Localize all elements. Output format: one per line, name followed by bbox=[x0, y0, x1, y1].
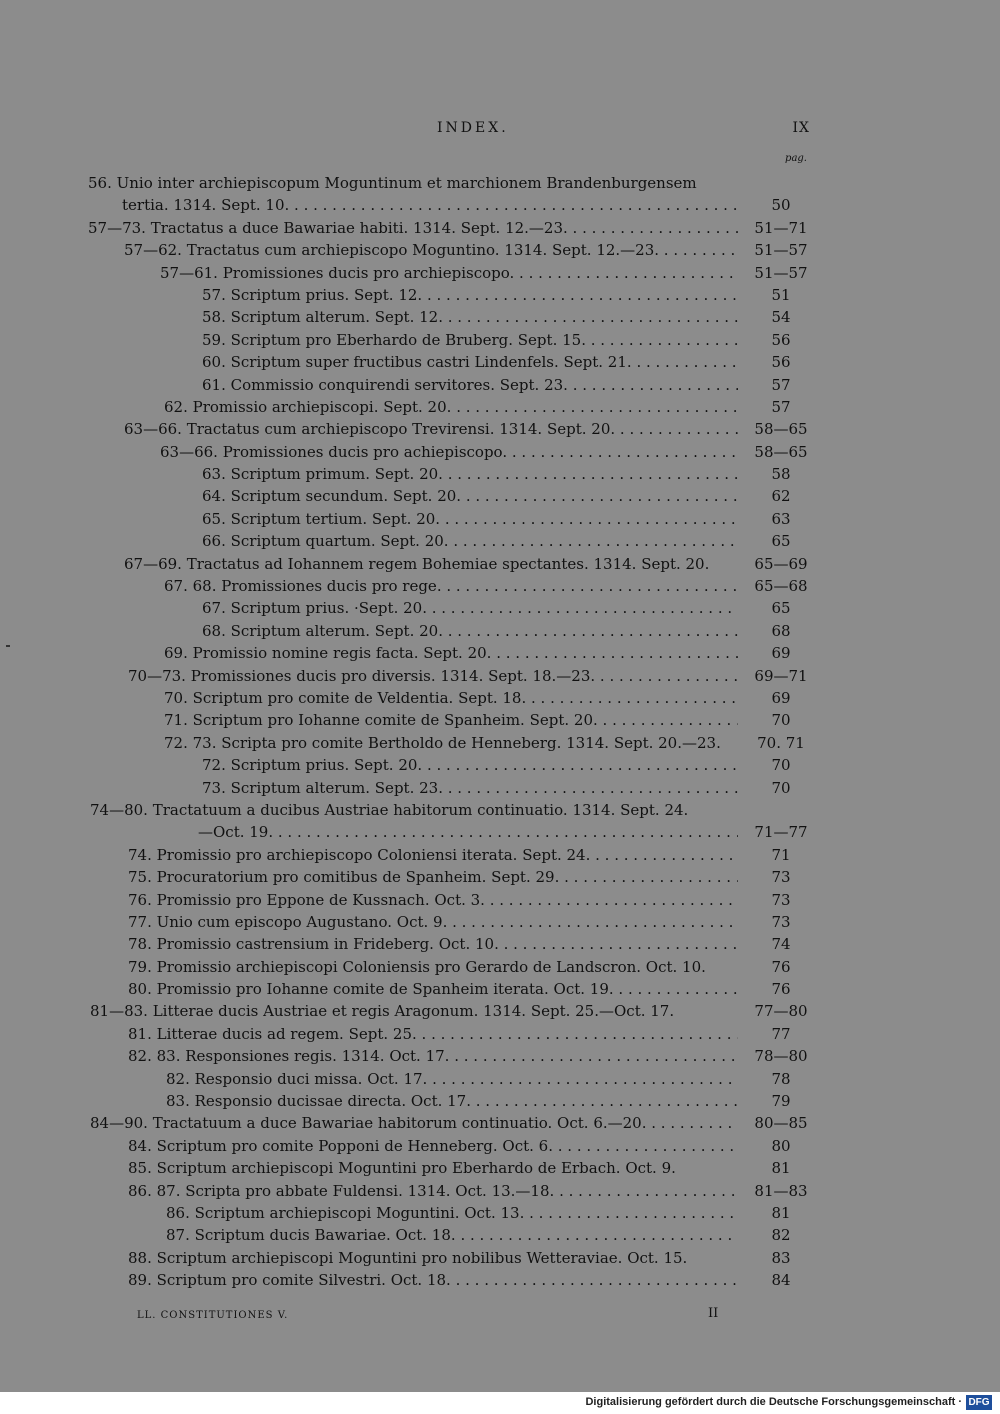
index-entry bbox=[0, 821, 1000, 843]
index-entry bbox=[0, 933, 1000, 955]
entry-text: 57—61. Promissiones ducis pro archiepiscopo. . . . bbox=[160, 262, 738, 284]
entry-text: 70. Scriptum pro comite de Veldentia. Sept. 18. . . . bbox=[164, 687, 738, 709]
page-header-numeral: IX bbox=[792, 120, 810, 136]
entry-text: 82. Responsio duci missa. Oct. 17. . . . bbox=[166, 1068, 738, 1090]
index-entry bbox=[0, 866, 1000, 888]
footer-signature: II bbox=[708, 1306, 719, 1321]
index-entry bbox=[0, 911, 1000, 933]
entry-page: 57 bbox=[771, 375, 791, 394]
entry-text: 57. Scriptum prius. Sept. 12. . . . bbox=[202, 284, 738, 306]
index-entry bbox=[0, 396, 1000, 418]
entry-text: 83. Responsio ducissae directa. Oct. 17. . . . bbox=[166, 1090, 738, 1112]
entry-text: 70—73. Promissiones ducis pro diversis. 1314. Sept. 18.—23. . . . bbox=[128, 665, 738, 687]
index-entry bbox=[0, 978, 1000, 1000]
entry-page: 73 bbox=[771, 868, 791, 887]
index-entry bbox=[0, 262, 1000, 284]
index-entry bbox=[0, 463, 1000, 485]
entry-text: 57—73. Tractatus a duce Bawariae habiti. 1314. Sept. 12.—23. . . . bbox=[88, 217, 738, 239]
entry-page: 70 bbox=[771, 756, 791, 775]
index-entry bbox=[0, 620, 1000, 642]
entry-text: 69. Promissio nomine regis facta. Sept. 20. . . . bbox=[164, 642, 738, 664]
entry-page: 58—65 bbox=[754, 442, 808, 461]
entry-page: 51—57 bbox=[754, 241, 808, 260]
entry-page: 68 bbox=[771, 621, 791, 640]
index-entry bbox=[0, 1045, 1000, 1067]
entry-text: 84. Scriptum pro comite Popponi de Henneberg. Oct. 6. . . . bbox=[128, 1135, 738, 1157]
index-entry bbox=[0, 1247, 1000, 1269]
index-entry bbox=[0, 239, 1000, 261]
index-entry bbox=[0, 1000, 1000, 1022]
index-entry bbox=[0, 1135, 1000, 1157]
index-entry bbox=[0, 351, 1000, 373]
dfg-credit-bar bbox=[0, 1392, 1000, 1414]
entry-page: 65—68 bbox=[754, 577, 808, 596]
index-entry bbox=[0, 956, 1000, 978]
index-entry bbox=[0, 1224, 1000, 1246]
entry-page: 78—80 bbox=[754, 1047, 808, 1066]
entry-page: 71 bbox=[771, 845, 791, 864]
footer-collection: LL. CONSTITUTIONES V. bbox=[137, 1310, 289, 1321]
entry-page: 77 bbox=[771, 1024, 791, 1043]
index-entry bbox=[0, 194, 1000, 216]
index-entry bbox=[0, 665, 1000, 687]
entry-text: 66. Scriptum quartum. Sept. 20. . . . bbox=[202, 530, 738, 552]
entry-page: 56 bbox=[771, 353, 791, 372]
index-entry bbox=[0, 1269, 1000, 1291]
index-entry bbox=[0, 1202, 1000, 1224]
page-header-title: INDEX. bbox=[437, 120, 509, 136]
entry-page: 81 bbox=[771, 1159, 791, 1178]
dfg-credit-text: Digitalisierung gefördert durch die Deutsche Forschungsgemeinschaft · bbox=[585, 1396, 962, 1408]
entry-page: 74 bbox=[771, 935, 791, 954]
entry-text: 71. Scriptum pro Iohanne comite de Spanheim. Sept. 20. . . . bbox=[164, 709, 738, 731]
entry-text: 67. 68. Promissiones ducis pro rege. . . . bbox=[164, 575, 738, 597]
index-entry bbox=[0, 485, 1000, 507]
entry-page: 51—71 bbox=[754, 218, 808, 237]
entry-page: 82 bbox=[771, 1226, 791, 1245]
entry-page: 76 bbox=[771, 980, 791, 999]
entry-page: 51 bbox=[771, 285, 791, 304]
entry-text: 63—66. Promissiones ducis pro achiepiscopo. . . . bbox=[160, 441, 738, 463]
entry-page: 58—65 bbox=[754, 420, 808, 439]
entry-text: 81. Litterae ducis ad regem. Sept. 25. . . . bbox=[128, 1023, 738, 1045]
index-entries bbox=[0, 172, 1000, 1292]
entry-page: 69—71 bbox=[754, 666, 808, 685]
index-entry bbox=[0, 642, 1000, 664]
index-entry bbox=[0, 374, 1000, 396]
index-entry bbox=[0, 306, 1000, 328]
dfg-logo-icon: DFG bbox=[966, 1395, 992, 1410]
entry-text: 57—62. Tractatus cum archiepiscopo Moguntino. 1314. Sept. 12.—23. . . . bbox=[124, 239, 738, 261]
entry-text: 78. Promissio castrensium in Frideberg. Oct. 10. . . . bbox=[128, 933, 738, 955]
entry-text: 61. Commissio conquirendi servitores. Sept. 23. . . . bbox=[202, 374, 738, 396]
entry-page: 70. 71 bbox=[757, 733, 805, 752]
entry-text: 67—69. Tractatus ad Iohannem regem Bohemiae spectantes. 1314. Sept. 20. bbox=[124, 554, 710, 573]
entry-text: 64. Scriptum secundum. Sept. 20. . . . bbox=[202, 485, 738, 507]
entry-page: 50 bbox=[771, 196, 791, 215]
entry-text: 62. Promissio archiepiscopi. Sept. 20. . . . bbox=[164, 396, 738, 418]
entry-text: 63. Scriptum primum. Sept. 20. . . . bbox=[202, 463, 738, 485]
entry-page: 62 bbox=[771, 487, 791, 506]
index-entry bbox=[0, 1112, 1000, 1134]
entry-text: 73. Scriptum alterum. Sept. 23. . . . bbox=[202, 777, 738, 799]
entry-page: 70 bbox=[771, 778, 791, 797]
entry-page: 73 bbox=[771, 890, 791, 909]
index-entry bbox=[0, 754, 1000, 776]
entry-page: 65 bbox=[771, 532, 791, 551]
entry-text: 74—80. Tractatuum a ducibus Austriae habitorum continuatio. 1314. Sept. 24. bbox=[90, 800, 689, 819]
entry-page: 81 bbox=[771, 1203, 791, 1222]
entry-page: 78 bbox=[771, 1069, 791, 1088]
entry-page: 83 bbox=[771, 1248, 791, 1267]
entry-page: 69 bbox=[771, 688, 791, 707]
index-entry bbox=[0, 284, 1000, 306]
entry-page: 80—85 bbox=[754, 1114, 808, 1133]
index-entry bbox=[0, 597, 1000, 619]
entry-page: 65—69 bbox=[754, 554, 808, 573]
index-entry bbox=[0, 172, 1000, 194]
entry-text: 65. Scriptum tertium. Sept. 20. . . . bbox=[202, 508, 738, 530]
entry-page: 54 bbox=[771, 308, 791, 327]
index-entry bbox=[0, 1090, 1000, 1112]
entry-text: 86. 87. Scripta pro abbate Fuldensi. 1314. Oct. 13.—18. . . . bbox=[128, 1180, 738, 1202]
entry-text: 60. Scriptum super fructibus castri Lindenfels. Sept. 21. . . . bbox=[202, 351, 738, 373]
entry-text: 58. Scriptum alterum. Sept. 12. . . . bbox=[202, 306, 738, 328]
index-entry bbox=[0, 418, 1000, 440]
index-entry bbox=[0, 553, 1000, 575]
entry-text: —Oct. 19. . . . bbox=[198, 821, 738, 843]
entry-text: 75. Procuratorium pro comitibus de Spanheim. Sept. 29. . . . bbox=[128, 866, 738, 888]
entry-page: 81—83 bbox=[754, 1181, 808, 1200]
index-entry bbox=[0, 1157, 1000, 1179]
entry-text: 76. Promissio pro Eppone de Kussnach. Oct. 3. . . . bbox=[128, 889, 738, 911]
entry-page: 65 bbox=[771, 599, 791, 618]
entry-text: 88. Scriptum archiepiscopi Moguntini pro nobilibus Wetteraviae. Oct. 15. bbox=[128, 1248, 688, 1267]
index-entry bbox=[0, 844, 1000, 866]
index-entry bbox=[0, 732, 1000, 754]
index-entry bbox=[0, 1068, 1000, 1090]
entry-text: 72. Scriptum prius. Sept. 20. . . . bbox=[202, 754, 738, 776]
entry-text: 80. Promissio pro Iohanne comite de Spanheim iterata. Oct. 19. . . . bbox=[128, 978, 738, 1000]
entry-page: 51—57 bbox=[754, 263, 808, 282]
entry-text: 85. Scriptum archiepiscopi Moguntini pro Eberhardo de Erbach. Oct. 9. bbox=[128, 1159, 676, 1178]
entry-text: 68. Scriptum alterum. Sept. 20. . . . bbox=[202, 620, 738, 642]
entry-text: 84—90. Tractatuum a duce Bawariae habitorum continuatio. Oct. 6.—20. . . . bbox=[90, 1112, 738, 1134]
index-entry bbox=[0, 889, 1000, 911]
entry-text: 77. Unio cum episcopo Augustano. Oct. 9. . . . bbox=[128, 911, 738, 933]
entry-text: 72. 73. Scripta pro comite Bertholdo de Henneberg. 1314. Sept. 20.—23. bbox=[164, 733, 721, 752]
index-entry bbox=[0, 217, 1000, 239]
entry-text: 56. Unio inter archiepiscopum Moguntinum et marchionem Brandenburgensem bbox=[88, 174, 697, 192]
index-entry bbox=[0, 709, 1000, 731]
entry-text: 89. Scriptum pro comite Silvestri. Oct. 18. . . . bbox=[128, 1269, 738, 1291]
index-entry bbox=[0, 1180, 1000, 1202]
entry-text: 82. 83. Responsiones regis. 1314. Oct. 17. . . . bbox=[128, 1045, 738, 1067]
entry-text: 74. Promissio pro archiepiscopo Coloniensi iterata. Sept. 24. . . . bbox=[128, 844, 738, 866]
entry-text: 79. Promissio archiepiscopi Coloniensis pro Gerardo de Landscron. Oct. 10. bbox=[128, 957, 706, 976]
entry-text: 81—83. Litterae ducis Austriae et regis Aragonum. 1314. Sept. 25.—Oct. 17. bbox=[90, 1002, 675, 1021]
entry-page: 63 bbox=[771, 509, 791, 528]
entry-page: 84 bbox=[771, 1271, 791, 1290]
index-entry bbox=[0, 329, 1000, 351]
entry-page: 71—77 bbox=[754, 823, 808, 842]
entry-page: 70 bbox=[771, 711, 791, 730]
entry-page: 73 bbox=[771, 912, 791, 931]
entry-page: 69 bbox=[771, 644, 791, 663]
entry-text: 63—66. Tractatus cum archiepiscopo Trevirensi. 1314. Sept. 20. . . . bbox=[124, 418, 738, 440]
entry-page: 76 bbox=[771, 957, 791, 976]
entry-page: 77—80 bbox=[754, 1002, 808, 1021]
entry-text: 87. Scriptum ducis Bawariae. Oct. 18. . . . bbox=[166, 1224, 738, 1246]
entry-page: 58 bbox=[771, 465, 791, 484]
entry-text: 67. Scriptum prius. ·Sept. 20. . . . bbox=[202, 597, 738, 619]
entry-text: 59. Scriptum pro Eberhardo de Bruberg. Sept. 15. . . . bbox=[202, 329, 738, 351]
index-entry bbox=[0, 1023, 1000, 1045]
entry-text: tertia. 1314. Sept. 10. . . . bbox=[122, 194, 738, 216]
index-entry bbox=[0, 687, 1000, 709]
entry-page: 80 bbox=[771, 1136, 791, 1155]
index-entry bbox=[0, 441, 1000, 463]
index-entry bbox=[0, 777, 1000, 799]
entry-text: 86. Scriptum archiepiscopi Moguntini. Oct. 13. . . . bbox=[166, 1202, 738, 1224]
entry-page: 57 bbox=[771, 397, 791, 416]
index-entry bbox=[0, 799, 1000, 821]
page-column-label: pag. bbox=[785, 153, 807, 164]
entry-page: 56 bbox=[771, 330, 791, 349]
index-entry bbox=[0, 575, 1000, 597]
scan-mark bbox=[6, 645, 10, 647]
index-entry bbox=[0, 530, 1000, 552]
index-entry bbox=[0, 508, 1000, 530]
entry-page: 79 bbox=[771, 1092, 791, 1111]
